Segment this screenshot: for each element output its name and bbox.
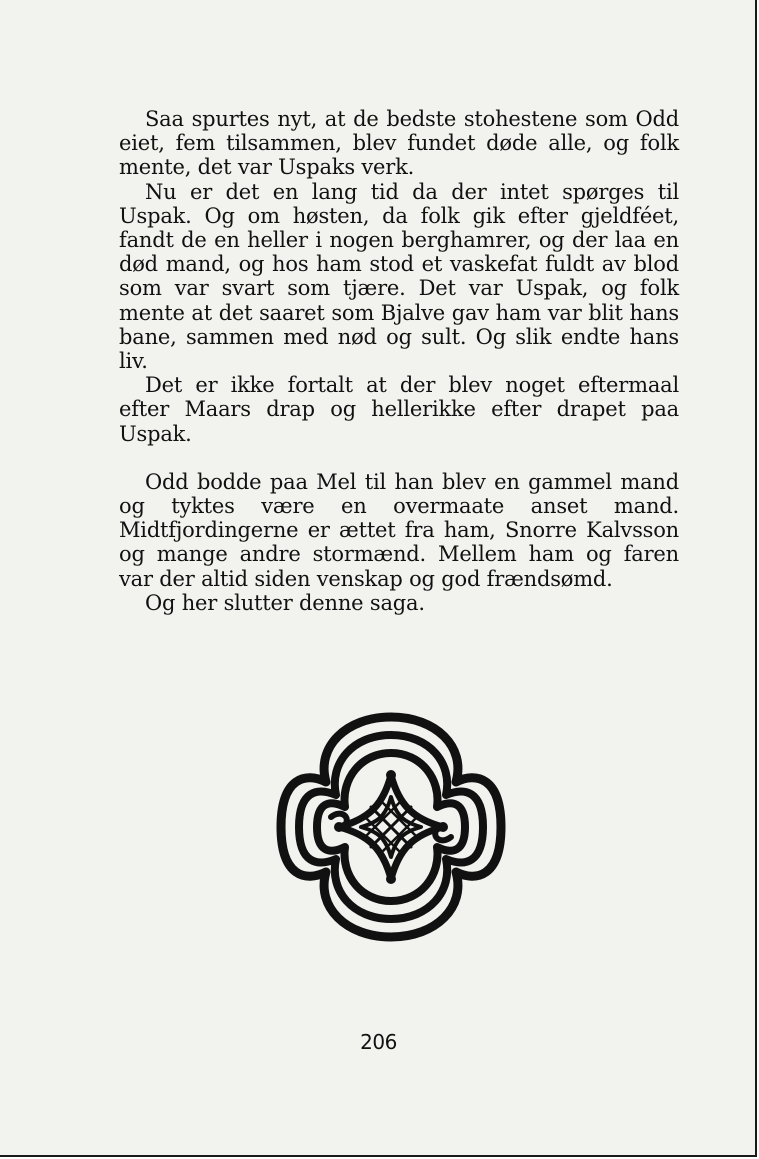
paragraph-1: Saa spurtes nyt, at de bedste stohestene som Odd eiet, fem tilsammen, blev fundet døde alle, og folk mente, det var Uspaks verk. bbox=[119, 107, 679, 180]
page-number: 206 bbox=[360, 1030, 397, 1054]
section-break bbox=[119, 446, 679, 470]
ornament-node-right bbox=[438, 822, 448, 832]
ornament-node-left bbox=[334, 822, 344, 832]
paragraph-5: Og her slutter denne saga. bbox=[145, 590, 425, 615]
knot-ornament-icon bbox=[268, 706, 514, 948]
body-text bbox=[119, 107, 679, 615]
paragraph-3: Det er ikke fortalt at der blev noget eftermaal efter Maars drap og hellerikke efter drapet paa Uspak. bbox=[119, 373, 679, 446]
ornament-node-bottom bbox=[386, 874, 396, 884]
ornament-node-top bbox=[386, 770, 396, 780]
paragraph-2: Nu er det en lang tid da der intet spørges til Uspak. Og om høsten, da folk gik efter gjeldféet, fandt de en heller i nogen berghamrer, og der laa en død mand, og hos ham stod et vaskefat fuldt av blod som var svart som tjære. Det var Uspak, og folk mente at det saaret som Bjalve gav ham var blit hans bane, sammen med nød og sult. Og slik endte hans liv. bbox=[119, 179, 679, 374]
paragraph-4: Odd bodde paa Mel til han blev en gammel mand og tyktes være en overmaate anset mand. Midtfjordingerne er ættet fra ham, Snorre Kalvsson og mange andre stormænd. Mellem ham og faren var der altid siden venskap og god frændsømd. bbox=[119, 469, 679, 591]
